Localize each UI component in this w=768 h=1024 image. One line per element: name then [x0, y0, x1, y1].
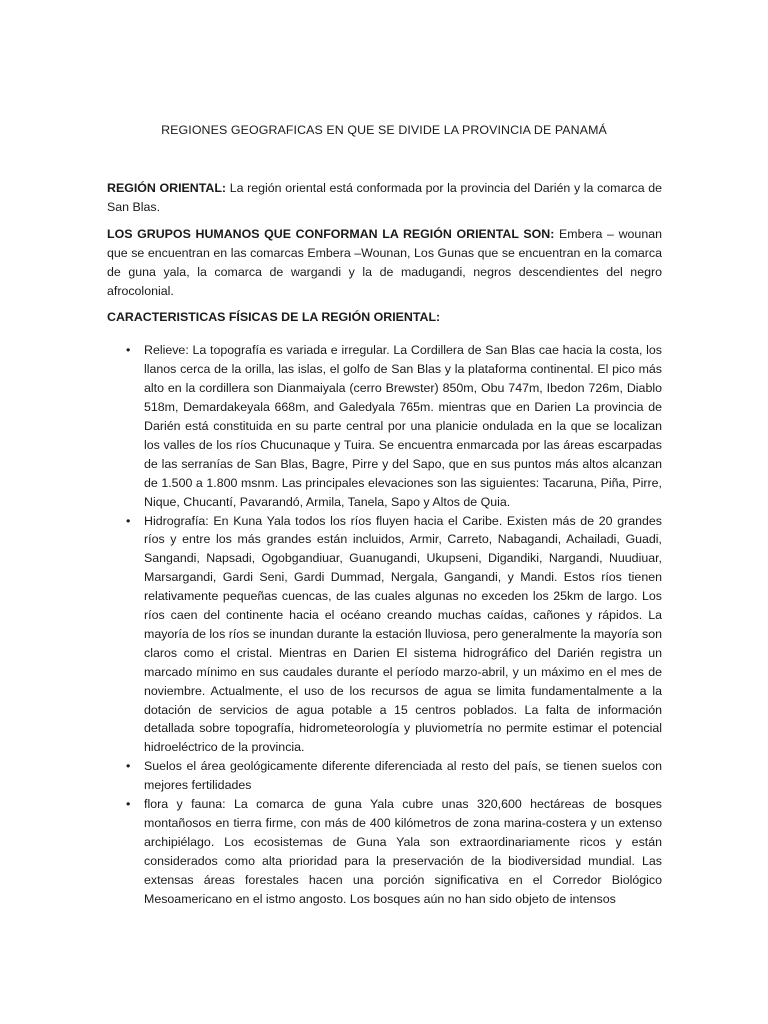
list-item-text: Suelos el área geológicamente diferente diferenciada al resto del país, se tienen suelos con mejores fertilidades — [144, 759, 662, 793]
document-title: REGIONES GEOGRAFICAS EN QUE SE DIVIDE LA PROVINCIA DE PANAMÁ — [161, 123, 607, 137]
bullet-icon: • — [126, 759, 131, 774]
section-heading: CARACTERISTICAS FÍSICAS DE LA REGIÓN ORIENTAL: — [107, 310, 441, 325]
bullet-icon: • — [126, 513, 131, 528]
list-item-text: flora y fauna: La comarca de guna Yala cubre unas 320,600 hectáreas de bosques montañosos en tierra firme, con más de 400 kilómetros de zona marina-costera y un extenso archipiélago. Los ecosistemas de Guna Yala son extraordinariamente ricos y están considerados como alta prioridad para la preservación de la biodiversidad mundial. Las extensas áreas forestales hacen una porción significativa en el Corredor Biológico Mesoamericano en el istmo angosto. Los bosques aún no han sido objeto de intensos — [144, 797, 662, 906]
paragraph-label: REGIÓN ORIENTAL: — [107, 181, 227, 195]
paragraph-text: Embera – wounan que se encuentran en las comarcas Embera –Wounan, Los Gunas que se encuentran en la comarca de guna yala, la comarca de wargandi y la de madugandi, negros descendientes del negro afrocolonial. — [107, 226, 662, 298]
list-item-flora-fauna — [107, 795, 662, 908]
bullet-icon: • — [126, 797, 131, 812]
list-item-hidrografia — [107, 512, 662, 758]
list-item-text: Relieve: La topografía es variada e irregular. La Cordillera de San Blas cae hacia la costa, los llanos cerca de la orilla, las islas, el golfo de San Blas y la plataforma continental. El pico más alto en la cordillera son Dianmaiyala (cerro Brewster) 850m, Obu 747m, Ibedon 726m, Diablo 518m, Demardakeyala 668m, and Galedyala 765m. mientras que en Darien La provincia de Darién está constituida en su parte central por una planicie ondulada en la que se localizan los valles de los ríos Chucunaque y Tuira. Se encuentra enmarcada por las áreas escarpadas de las serranías de San Blas, Bagre, Pirre y del Sapo, que en sus puntos más altos alcanzan de 1.500 a 1.800 msnm. Las principales elevaciones son las siguientes: Tacaruna, Piña, Pirre, Nique, Chucantí, Pavarandó, Armila, Tanela, Sapo y Altos de Quia. — [144, 343, 662, 509]
list-item-text: Hidrografía: En Kuna Yala todos los ríos fluyen hacia el Caribe. Existen más de 20 grandes ríos y entre los más grandes están incluidos, Armir, Carreto, Nabagandi, Achailadi, Guadi, Sangandi, Napsadi, Ogobgandiuar, Guanugandi, Ukupseni, Digandiki, Nargandi, Nuudiuar, Marsargandi, Gardi Seni, Gardi Dummad, Nergala, Gangandi, y Mandi. Estos ríos tienen relativamente pequeñas cuencas, de las cuales algunas no exceden los 25km de largo. Los ríos caen del continente hacia el océano creando muchas caídas, cañones y rápidos. La mayoría de los ríos se inundan durante la estación lluviosa, pero generalmente la mayoría son claros como el cristal. Mientras en Darien El sistema hidrográfico del Darién registra un marcado mínimo en sus caudales durante el período marzo-abril, y un máximo en el mes de noviembre. Actualmente, el uso de los recursos de agua se limita fundamentalmente a la dotación de servicios de agua potable a 15 centros poblados. La falta de información detallada sobre topografía, hidrometeorología y pluviometría no permite estimar el potencial hidroeléctrico de la provincia. — [144, 513, 662, 755]
paragraph-text: La región oriental está conformada por la provincia del Darién y la comarca de San Blas. — [107, 181, 663, 214]
document-body — [107, 179, 662, 909]
list-item-suelos — [107, 757, 662, 795]
bullet-list — [107, 341, 662, 908]
bullet-icon: • — [126, 343, 131, 358]
paragraph-grupos-humanos — [107, 225, 662, 301]
list-item-relieve — [107, 341, 662, 511]
paragraph-region-oriental — [107, 179, 662, 217]
paragraph-label: LOS GRUPOS HUMANOS QUE CONFORMAN LA REGIÓN ORIENTAL SON: — [107, 226, 555, 241]
